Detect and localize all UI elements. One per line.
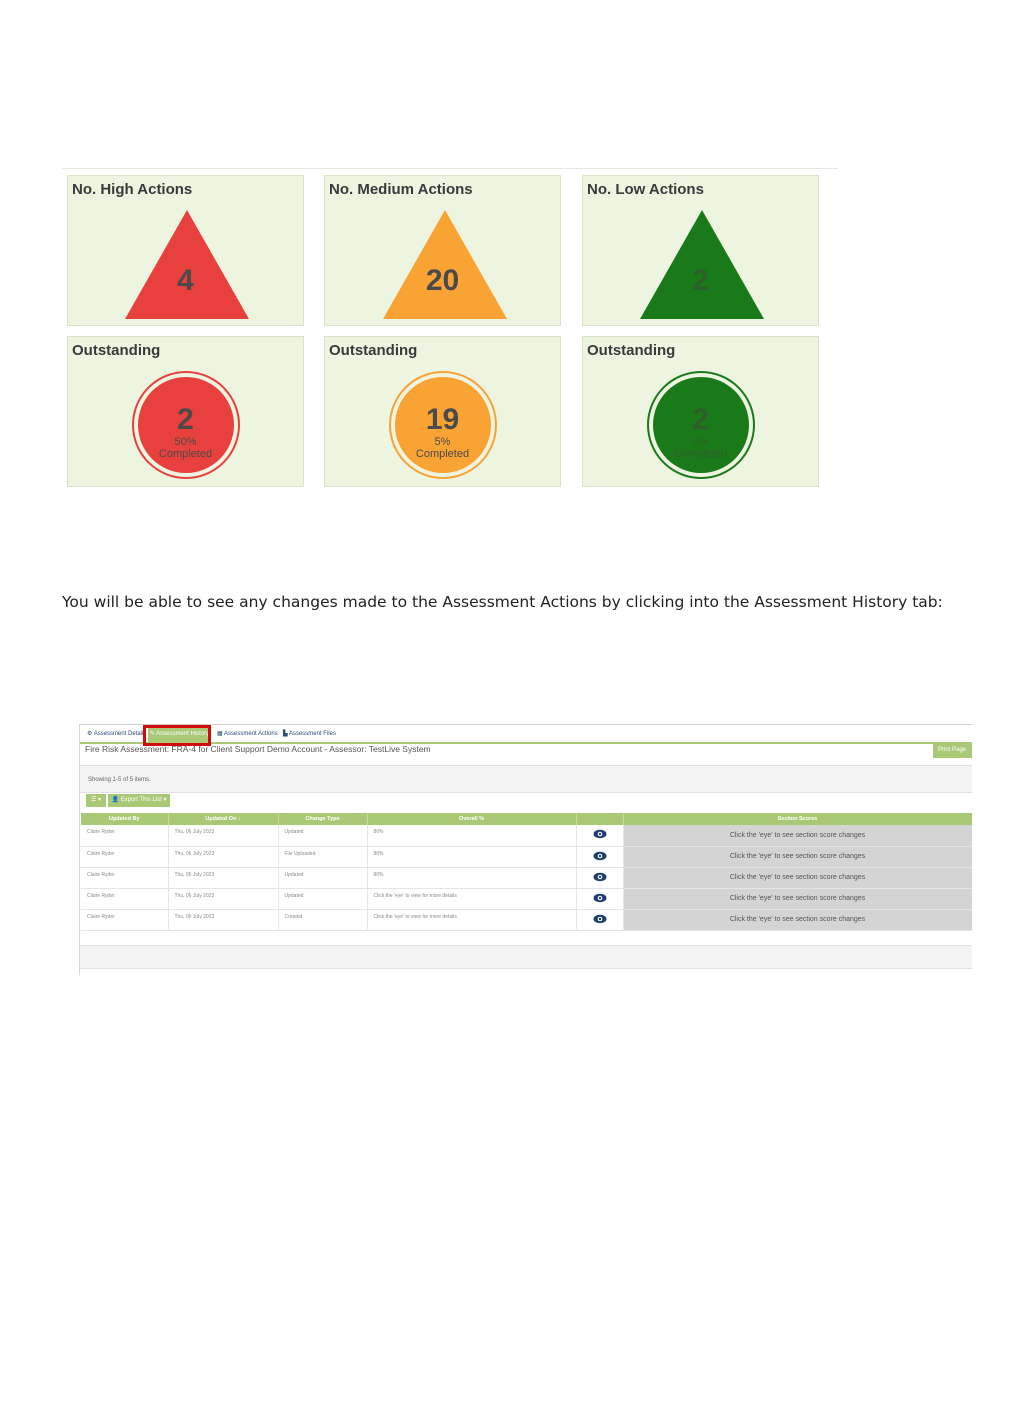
card-title: No. Low Actions <box>587 181 704 198</box>
tab-assessment-files[interactable]: ▙ Assessment Files <box>283 731 336 737</box>
table-icon: ▦ <box>217 731 225 737</box>
table-row <box>81 888 972 909</box>
updated-on-cell: Thu, 06 July 2023 <box>168 909 278 930</box>
updated-by-cell: Claire Ryder <box>81 846 168 867</box>
warning-triangle-icon <box>68 176 305 327</box>
eye-icon[interactable] <box>593 893 607 903</box>
completed-label: Completed <box>415 448 470 460</box>
print-page-button[interactable]: Print Page <box>933 742 972 758</box>
user-icon: 👤 <box>111 797 121 803</box>
tab-assessment-details[interactable]: ⚙ Assessment Details <box>87 731 147 737</box>
col-overall[interactable]: Overall % <box>367 813 576 825</box>
medium-actions-count: 20 <box>425 264 460 297</box>
outstanding-count: 2 <box>692 403 709 436</box>
tab-assessment-history[interactable]: ✎ Assessment History <box>148 727 211 742</box>
showing-count: Showing 1-5 of 5 items. <box>88 777 151 783</box>
overall-cell: 80% <box>367 867 576 888</box>
warning-triangle-icon <box>583 176 820 327</box>
card-title: No. High Actions <box>72 181 193 198</box>
updated-by-cell: Claire Ryder <box>81 888 168 909</box>
overall-cell: Click the 'eye' to view for more details <box>367 909 576 930</box>
table-row <box>81 846 972 867</box>
history-table <box>81 813 972 931</box>
change-type-cell: Updated <box>278 825 367 846</box>
col-section-scores[interactable]: Section Scores <box>623 813 972 825</box>
tab-highlight-box <box>143 725 211 746</box>
card-title: Outstanding <box>72 342 161 359</box>
updated-on-cell: Thu, 06 July 2023 <box>168 867 278 888</box>
section-scores-cell: Click the 'eye' to see section score changes <box>623 825 972 846</box>
section-scores-cell: Click the 'eye' to see section score changes <box>623 909 972 930</box>
grid-toggle-button[interactable]: ☰ ▾ <box>86 794 106 807</box>
change-type-cell: Updated <box>278 888 367 909</box>
card-title: Outstanding <box>329 342 418 359</box>
overall-cell: 80% <box>367 825 576 846</box>
high-actions-card <box>67 175 304 326</box>
table-row <box>81 867 972 888</box>
change-type-cell: File Uploaded <box>278 846 367 867</box>
pencil-icon: ✎ <box>149 731 157 737</box>
summary-band <box>80 765 972 793</box>
card-title: Outstanding <box>587 342 676 359</box>
completed-percent: 5% <box>434 436 451 448</box>
updated-on-cell: Thu, 06 July 2023 <box>168 825 278 846</box>
updated-by-cell: Claire Ryder <box>81 825 168 846</box>
overall-cell: Click the 'eye' to view for more details <box>367 888 576 909</box>
eye-icon[interactable] <box>593 872 607 882</box>
col-updated-on[interactable]: Updated On ↓ <box>168 813 278 825</box>
assessment-title: Fire Risk Assessment: FRA-4 for Client Support Demo Account - Assessor: TestLive System <box>85 744 431 754</box>
table-footer <box>80 945 972 969</box>
section-scores-cell: Click the 'eye' to see section score changes <box>623 846 972 867</box>
assessment-history-screen <box>79 724 972 975</box>
eye-icon[interactable] <box>593 851 607 861</box>
table-row <box>81 825 972 846</box>
overall-cell: 80% <box>367 846 576 867</box>
high-actions-count: 4 <box>177 264 194 297</box>
gear-icon: ⚙ <box>87 731 94 737</box>
outstanding-medium-card <box>324 336 561 487</box>
outstanding-count: 19 <box>425 403 460 436</box>
table-header <box>81 813 972 825</box>
assessment-tabs <box>80 725 972 744</box>
medium-actions-card <box>324 175 561 326</box>
updated-on-cell: Thu, 06 July 2023 <box>168 888 278 909</box>
updated-by-cell: Claire Ryder <box>81 909 168 930</box>
updated-by-cell: Claire Ryder <box>81 867 168 888</box>
warning-triangle-icon <box>325 176 562 327</box>
change-type-cell: Created <box>278 909 367 930</box>
section-scores-cell: Click the 'eye' to see section score changes <box>623 888 972 909</box>
tab-assessment-actions[interactable]: ▦ Assessment Actions <box>217 731 278 737</box>
updated-on-cell: Thu, 06 July 2023 <box>168 846 278 867</box>
section-scores-cell: Click the 'eye' to see section score changes <box>623 867 972 888</box>
outstanding-low-card <box>582 336 819 487</box>
completed-percent: 50% <box>174 436 197 448</box>
low-actions-count: 2 <box>692 264 709 297</box>
col-view <box>576 813 623 825</box>
eye-icon[interactable] <box>593 914 607 924</box>
outstanding-high-card <box>67 336 304 487</box>
card-title: No. Medium Actions <box>329 181 473 198</box>
completed-label: Completed <box>158 448 213 460</box>
dashboard-divider <box>62 168 838 169</box>
completed-label: Completed <box>673 448 728 460</box>
table-row <box>81 909 972 930</box>
outstanding-count: 2 <box>177 403 194 436</box>
low-actions-card <box>582 175 819 326</box>
completed-percent: 0% <box>692 436 709 448</box>
col-updated-by[interactable]: Updated By <box>81 813 168 825</box>
eye-icon[interactable] <box>593 829 607 839</box>
file-icon: ▙ <box>283 731 289 737</box>
export-list-button[interactable]: 👤 Export This List ▾ <box>108 794 170 807</box>
col-change-type[interactable]: Change Type <box>278 813 367 825</box>
instruction-text: You will be able to see any changes made to the Assessment Actions by clicking into the Assessment History tab: <box>62 593 943 611</box>
change-type-cell: Updated <box>278 867 367 888</box>
